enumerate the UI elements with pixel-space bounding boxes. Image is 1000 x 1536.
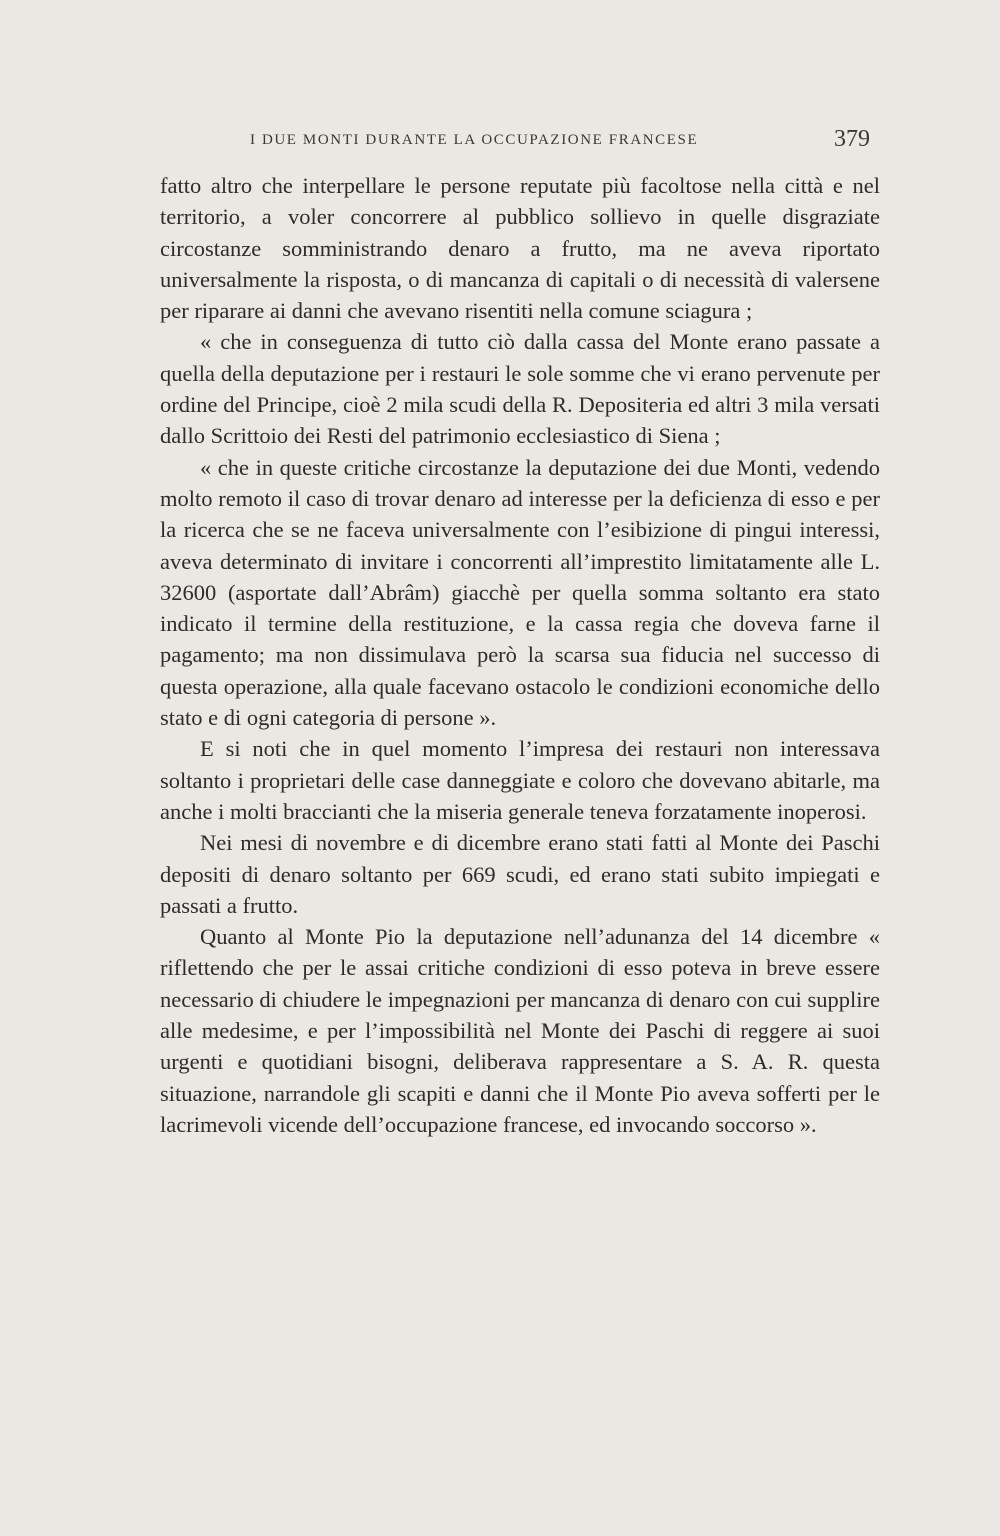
page-number: 379 <box>834 126 870 152</box>
paragraph-depositi: Nei mesi di novembre e di dicembre erano stati fatti al Monte dei Paschi depositi di denaro soltanto per 669 scudi, ed erano stati subito impiegati e passati a frutto. <box>160 830 880 918</box>
running-head <box>160 128 880 162</box>
paragraph-quote-deputazione: « che in queste critiche circostanze la deputazione dei due Monti, vedendo molto remoto il caso di trovar denaro ad interesse per la deficienza di esso e per la ricerca che se ne faceva universalmente con l’esibizione di pingui interessi, aveva determinato di invitare i concorrenti all’imprestito limitatamente alle L. 32600 (asportate dall’Abrâm) giacchè per quella somma soltanto era stato indicato il termine della restituzione, e la cassa regia che doveva farne il pagamento; ma non dissimulava però la scarsa sua fiducia nel successo di questa operazione, alla quale facevano ostacolo le condizioni economiche dello stato e di ogni categoria di persone ». <box>160 454 880 731</box>
paragraph-continuation: fatto altro che interpellare le persone reputate più facoltose nella città e nel territorio, a voler concorrere al pubblico sollievo in quelle disgraziate circostanze somministrando denaro a frutto, ma ne aveva riportato universalmente la risposta, o di mancanza di capitali o di necessità di valersene per riparare ai danni che avevano risentiti nella comune sciagura ; <box>160 173 880 324</box>
running-title: I DUE MONTI DURANTE LA OCCUPAZIONE FRANCESE <box>250 132 699 148</box>
paragraph-quote-cassa: « che in conseguenza di tutto ciò dalla cassa del Monte erano passate a quella della deputazione per i restauri le sole somme che vi erano pervenute per ordine del Principe, cioè 2 mila scudi della R. Depositeria ed altri 3 mila versati dallo Scrittoio dei Resti del patrimonio ecclesiastico di Siena ; <box>160 329 880 449</box>
body-text <box>160 170 880 1140</box>
paragraph-monte-pio: Quanto al Monte Pio la deputazione nell’adunanza del 14 dicembre « riflettendo che per le assai critiche condizioni di esso poteva in breve essere necessario di chiudere le impegnazioni per mancanza di denaro con cui supplire alle medesime, e per l’impossibilità nel Monte dei Paschi di reggere ai suoi urgenti e quotidiani bisogni, deliberava rappresentare a S. A. R. questa situazione, narrandole gli scapiti e danni che il Monte Pio aveva sofferti per le lacrimevoli vicende dell’occupazione francese, ed invocando soccorso ». <box>160 924 880 1137</box>
paragraph-restauri: E si noti che in quel momento l’impresa dei restauri non interessava soltanto i proprietari delle case danneggiate e coloro che dovevano abitarle, ma anche i molti braccianti che la miseria generale teneva forzatamente inoperosi. <box>160 736 880 824</box>
